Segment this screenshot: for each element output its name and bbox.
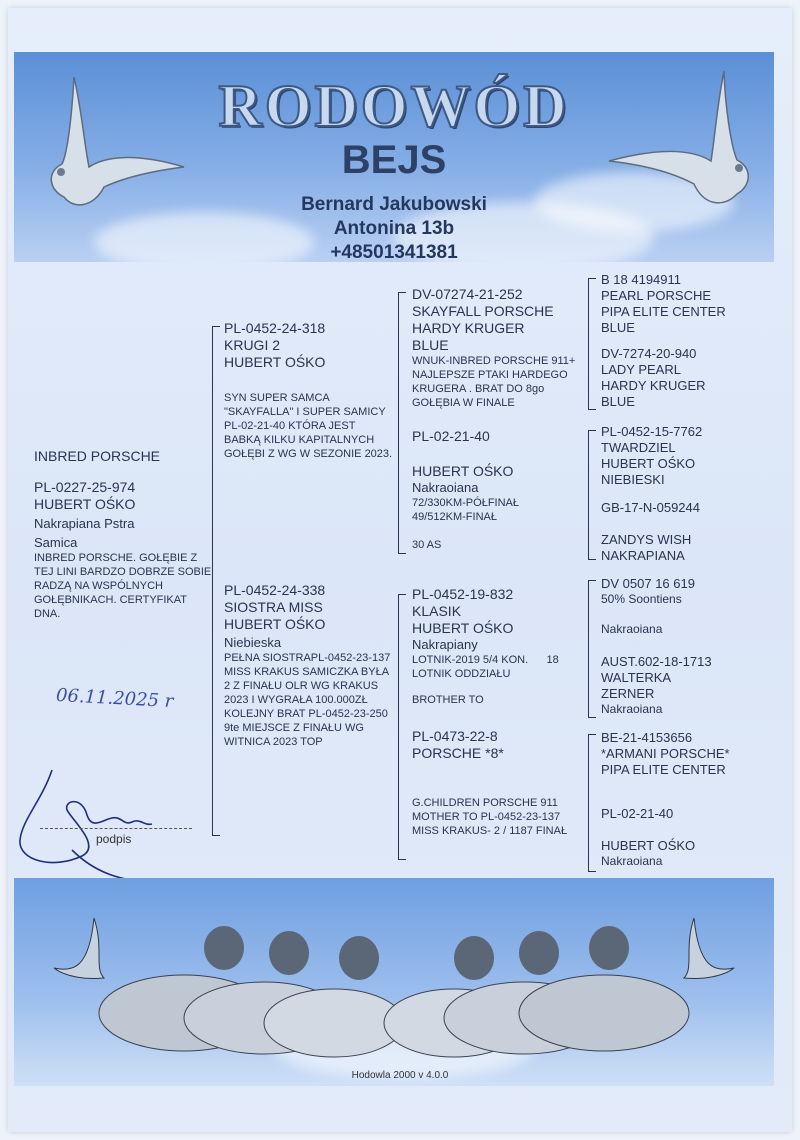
sire-name: KRUGI 2 [224,337,281,353]
subject-ring: PL-0227-25-974 [34,479,136,495]
ggp-h-color: Nakraoiana [601,854,663,868]
ggp-f-column [601,654,781,716]
ggp-c-breeder: HUBERT OŚKO [601,456,696,471]
ggp-g-ring: BE-21-4153656 [601,730,693,745]
gp-ss-color: BLUE [412,337,449,353]
ggp-a-color: BLUE [601,320,635,335]
ggp-c-name: TWARDZIEL [601,440,676,455]
gp-ds-name: KLASIK [412,603,462,619]
gp-ds-ring: PL-0452-19-832 [412,586,514,602]
granddam-sire-column [412,428,580,552]
bracket-dam-parents [398,594,406,860]
dam-name: SIOSTRA MISS [224,599,323,615]
subject-notes: INBRED PORSCHE. GOŁĘBIE Z TEJ LINI BARDZO DOBRZE SOBIE RADZĄ NA WSPÓLNYCH GOŁĘBNIKACH. CERTYFIKAT DNA. [34,552,212,620]
gp-sd-result-3: 30 AS [412,539,442,551]
ggp-h-breeder: HUBERT OŚKO [601,838,696,853]
ggp-a-column [601,272,781,336]
ggp-f-ring: AUST.602-18-1713 [601,654,712,669]
gp-dd-name: PORSCHE *8* [412,745,504,761]
gp-dd-notes: G.CHILDREN PORSCHE 911 MOTHER TO PL-0452-23-137 MISS KRAKUS- 2 / 1187 FINAŁ [412,797,568,837]
page-title: RODOWÓD [218,73,570,139]
ggp-a-ring: B 18 4194911 [601,272,681,287]
ggp-b-breeder: HARDY KRUGER [601,378,706,393]
ggp-d-column [601,500,781,564]
ggp-e-color: Nakraoiana [601,622,663,636]
dam-column [224,582,396,749]
gp-sd-color: Nakraoiana [412,480,479,495]
ggp-g-name: *ARMANI PORSCHE* [601,746,730,761]
ggp-e-name: 50% Soontiens [601,592,682,606]
dam-breeder: HUBERT OŚKO [224,616,326,632]
gp-ds-color: Nakrapiany [412,637,478,652]
ggp-c-color: NIEBIESKI [601,472,665,487]
gp-ss-breeder: HARDY KRUGER [412,320,525,336]
header-banner [14,52,774,262]
signature-date: 06.11.2025 r [55,684,174,713]
grandsire-dam-column [412,586,580,707]
gp-dd-ring: PL-0473-22-8 [412,728,498,744]
ggp-g-column [601,730,781,778]
gp-ss-notes: WNUK-INBRED PORSCHE 911+ NAJLEPSZE PTAKI HARDEGO KRUGERA . BRAT DO 8go GOŁĘBIA W FINALE [412,355,576,409]
pigeons-illustration-icon [34,898,754,1083]
bracket-ggp-d [588,734,596,872]
signature-line [40,828,192,829]
subject-column [34,448,214,621]
ggp-b-color: BLUE [601,394,635,409]
ggp-a-name: PEARL PORSCHE [601,288,712,303]
bird-name-title: BEJS [341,138,447,182]
bracket-ggp-a [588,278,596,410]
ggp-e-column [601,576,781,636]
ggp-b-name: LADY PEARL [601,362,681,377]
gp-sd-result-1: 72/330KM-PÓŁFINAŁ [412,497,519,509]
subject-sex: Samica [34,535,78,550]
bracket-sire-parents [398,292,406,554]
sire-notes: SYN SUPER SAMCA "SKAYFALLA" I SUPER SAMICY PL-02-21-40 KTÓRA JEST BABKĄ KILKU KAPITALNYCH GOŁĘBI Z WG W SEZONIE 2023. [224,392,393,460]
ggp-f-color: Nakraoiana [601,702,663,716]
gp-ds-result-3: BROTHER TO [412,694,484,706]
granddam-dam-column [412,728,580,838]
gp-ds-breeder: HUBERT OŚKO [412,620,514,636]
gp-ss-name: SKAYFALL PORSCHE [412,303,554,319]
ggp-b-column [601,346,781,410]
owner-name: Bernard Jakubowski [301,194,487,215]
ggp-a-breeder: PIPA ELITE CENTER [601,304,726,319]
gp-sd-ring: PL-02-21-40 [412,428,490,444]
subject-breeder: HUBERT OŚKO [34,496,136,512]
bracket-ggp-b [588,430,596,560]
gp-ds-result-2: LOTNIK ODDZIAŁU [412,668,511,680]
ggp-f-name: WALTERKA [601,670,672,685]
sire-ring: PL-0452-24-318 [224,320,326,336]
bracket-parents [212,326,220,836]
dam-notes: PEŁNA SIOSTRAPL-0452-23-137 MISS KRAKUS SAMICZKA BYŁA 2 Z FINAŁU OLR WG KRAKUS 2023 I WYGRAŁA 100.000ZŁ KOLEJNY BRAT PL-0452-23-250 9te MIEJSCE Z FINAŁU WG WITNICA 2023 TOP [224,652,391,748]
footer-banner [14,878,774,1086]
handwritten-signature-icon [12,760,192,890]
owner-phone: +48501341381 [330,242,458,262]
ggp-e-ring: DV 0507 16 619 [601,576,695,591]
ggp-d-ring: GB-17-N-059244 [601,500,700,515]
gp-ss-ring: DV-07274-21-252 [412,286,523,302]
sire-breeder: HUBERT OŚKO [224,354,326,370]
gp-sd-breeder: HUBERT OŚKO [412,463,514,479]
owner-address: Antonina 13b [333,218,455,239]
software-version: Hodowla 2000 v 4.0.0 [351,1070,449,1081]
dam-ring: PL-0452-24-338 [224,582,326,598]
ggp-g-breeder: PIPA ELITE CENTER [601,762,726,777]
gp-sd-result-2: 49/512KM-FINAŁ [412,511,497,523]
grandsire-sire-column [412,286,580,410]
ggp-d-name: ZANDYS WISH [601,532,692,547]
ggp-b-ring: DV-7274-20-940 [601,346,697,361]
subject-color: Nakrapiana Pstra [34,516,135,531]
signature-label: podpis [96,832,132,846]
subject-name: INBRED PORSCHE [34,448,161,464]
sire-column [224,320,394,461]
ggp-h-column [601,806,781,868]
ggp-d-color: NAKRAPIANA [601,548,685,563]
gp-ds-result-1: LOTNIK-2019 5/4 KON. 18 [412,654,559,666]
ggp-c-column [601,424,781,488]
dam-color: Niebieska [224,635,282,650]
ggp-f-breeder: ZERNER [601,686,655,701]
ggp-h-ring: PL-02-21-40 [601,806,674,821]
ggp-c-ring: PL-0452-15-7762 [601,424,703,439]
bracket-ggp-c [588,580,596,718]
